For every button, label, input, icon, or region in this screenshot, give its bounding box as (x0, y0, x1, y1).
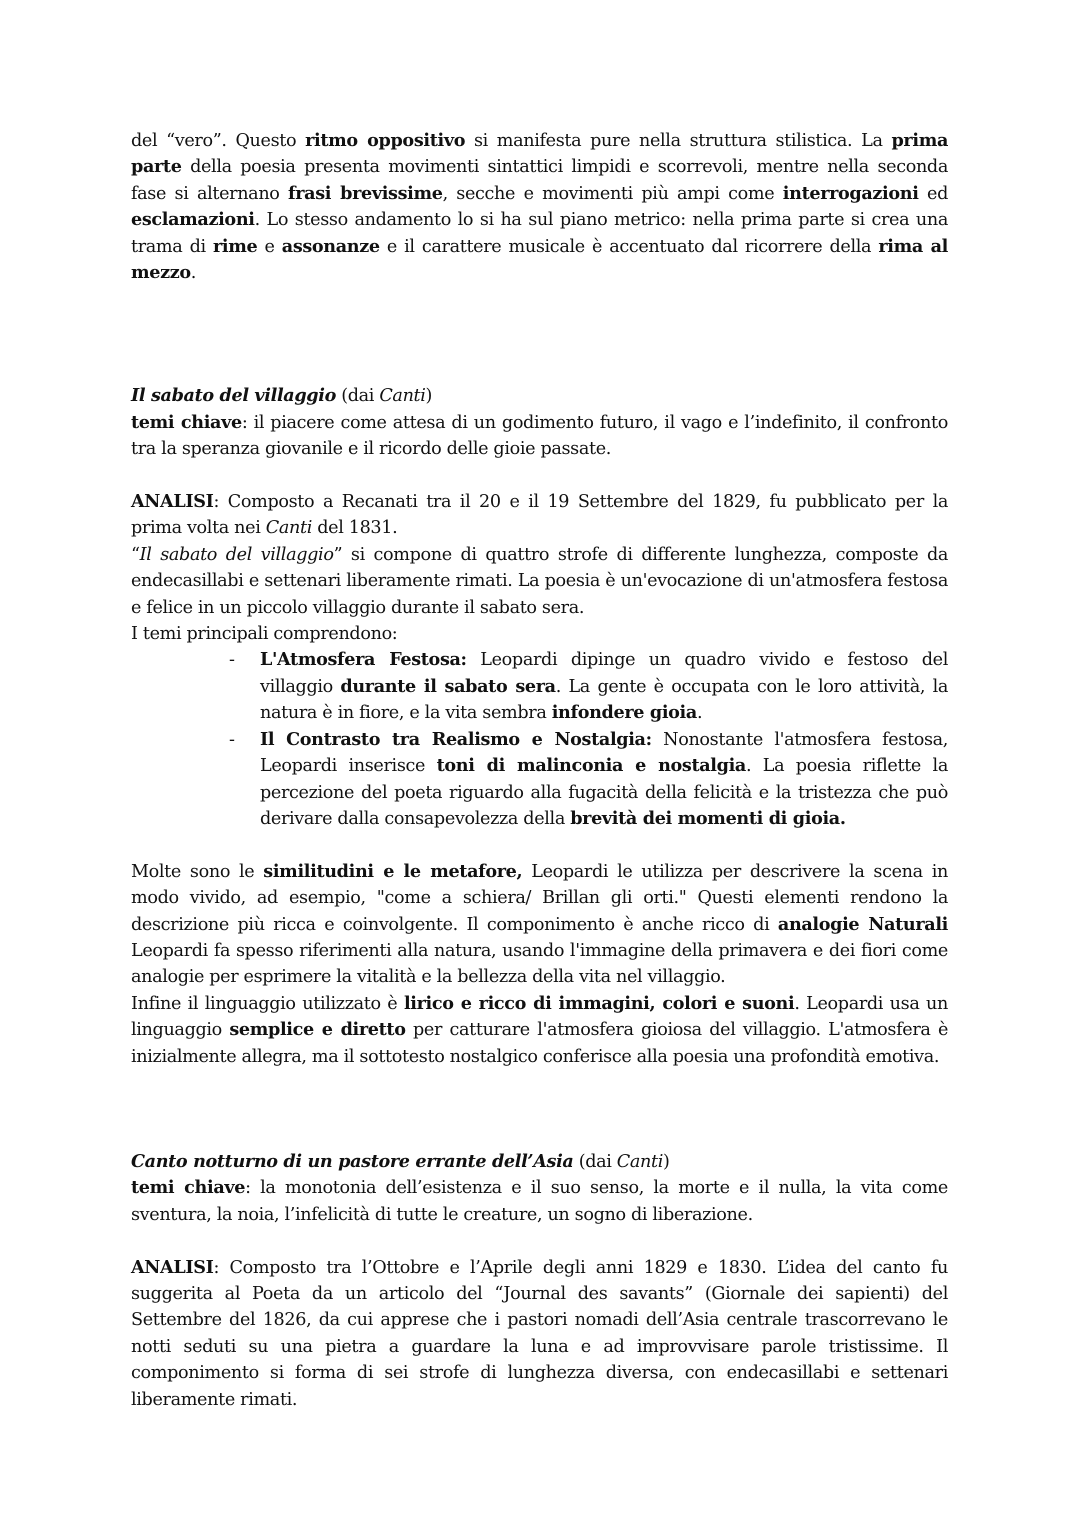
bold-text: lirico e ricco di immagini, colori e suoni (403, 992, 795, 1014)
topic-item (229, 727, 948, 833)
text-run: . Lo stesso andamento lo si ha sul piano metrico: nella prima parte si crea una trama di (131, 210, 948, 257)
source-suffix: ) (425, 386, 433, 407)
quote-mark: “ (131, 544, 140, 565)
bold-text: esclamazioni (131, 209, 255, 231)
bullet-dash-icon: - (229, 729, 235, 750)
quoted-title: Il sabato del villaggio (139, 544, 334, 565)
key-themes-label: temi chiave (131, 411, 242, 433)
text-run: e (257, 236, 282, 257)
text-run: Leopardi fa spesso riferimenti alla natura, usando l'immagine della primavera e dei fiori come analogie per esprimere la vitalità e la bellezza della vita nel villaggio. (131, 940, 948, 988)
bold-text: similitudini e le metafore, (263, 860, 523, 882)
text-run: . La poesia riflette la percezione del poeta riguardo alla fugacità della felicità e la tristezza che può derivare dalla consapevolezza della (260, 756, 948, 829)
text-run: Leopardi dipinge un quadro vivido e festoso del villaggio (260, 650, 948, 697)
text-run: . (190, 263, 197, 284)
source-prefix: (dai (573, 1151, 617, 1172)
analysis-work: Canti (265, 518, 312, 539)
text-run: . (696, 703, 703, 724)
bold-text: infondere gioia (551, 702, 697, 724)
analysis-text: del 1831. (311, 518, 398, 539)
section-heading (131, 383, 948, 409)
analysis-text: : Composto tra l’Ottobre e l’Aprile degli anni 1829 e 1830. L’idea del canto fu suggerita al Poeta da un articolo del “Journal des savants” (Giornale dei sapienti) del Settembre del 1826, da cui apprese che i pastori nomadi dell’Asia centrale trascorrevano le notti seduti su una pietra a guardare la luna e ad improvvisare parole tristissime. Il componimento si forma di sei strofe di lunghezza diversa, con endecasillabi e settenari liberamente rimati. (131, 1257, 948, 1410)
analysis-paragraph (131, 489, 948, 542)
bold-text: interrogazioni (782, 182, 919, 204)
paragraph-spacer (131, 463, 948, 489)
language-paragraph (131, 991, 948, 1070)
paragraph-spacer (131, 832, 948, 858)
bold-text: rime (212, 235, 258, 257)
bold-text: prima parte (131, 130, 949, 178)
text-run: . Leopardi usa un linguaggio (131, 993, 948, 1041)
bold-text: assonanze (281, 235, 380, 257)
section-spacer (131, 365, 948, 383)
key-themes-label: temi chiave (131, 1177, 246, 1199)
structure-paragraph (131, 542, 948, 621)
text-run: Nonostante l'atmosfera festosa, Leopardi inserisce (260, 729, 948, 777)
analysis-paragraph (131, 1255, 948, 1413)
paragraph-spacer (131, 1228, 948, 1254)
topics-intro: I temi principali comprendono: (131, 624, 398, 645)
bold-text: durante il sabato sera (340, 675, 556, 697)
topic-text (260, 730, 948, 829)
bold-text: rima al mezzo (131, 235, 948, 284)
source-work: Canti (379, 386, 426, 407)
text-run: . La gente è occupata con le loro attività, la natura è in fiore, e la vita sembra (260, 676, 948, 724)
key-themes (131, 1175, 948, 1228)
bold-text: brevità dei momenti di gioia. (570, 807, 846, 829)
bold-text: Il Contrasto tra Realismo e Nostalgia: (260, 728, 652, 750)
topics-list (131, 647, 948, 832)
bold-text: ritmo oppositivo (305, 130, 466, 151)
section-heading (131, 1149, 948, 1175)
text-run: e il carattere musicale è accentuato dal ricorrere della (379, 236, 879, 257)
bold-text: semplice e diretto (229, 1019, 406, 1041)
section-spacer (131, 286, 948, 365)
source-prefix: (dai (335, 386, 380, 407)
text-run: si manifesta pure nella struttura stilistica. La (465, 131, 892, 151)
bold-text: L'Atmosfera Festosa: (260, 649, 467, 671)
poem-title: Canto notturno di un pastore errante dell’Asia (131, 1150, 574, 1172)
bold-text: toni di malinconia e nostalgia (436, 755, 746, 777)
structure-text: ” si compone di quattro strofe di differente lunghezza, composte da endecasillabi e settenari liberamente rimati. La poesia è un'evocazione di un'atmosfera festosa e felice in un piccolo villaggio durante il sabato sera. (131, 544, 948, 618)
source-suffix: ) (663, 1151, 670, 1172)
figures-paragraph (131, 859, 948, 991)
section-sabato (131, 383, 948, 1070)
text-run: Leopardi le utilizza per descrivere la scena in modo vivido, ad esempio, "come a schiera/ Brillan gli orti." Questi elementi rendono la descrizione più ricca e coinvolgente. Il componimento è anche ricco di (131, 861, 948, 935)
key-themes-text: : la monotonia dell’esistenza e il suo senso, la morte e il nulla, la vita come sventura, la noia, l’infelicità di tutte le creature, un sogno di liberazione. (131, 1178, 948, 1225)
text-run: Molte sono le (131, 861, 264, 882)
section-canto-notturno (131, 1149, 948, 1413)
topic-text (260, 650, 948, 723)
topic-item (229, 647, 948, 726)
analysis-text: : Composto a Recanati tra il 20 e il 19 Settembre del 1829, fu pubblicato per la prima volta nei (131, 492, 948, 539)
text-run: per catturare l'atmosfera gioiosa del villaggio. L'atmosfera è inizialmente allegra, ma il sottotesto nostalgico conferisce alla poesia una profondità emotiva. (131, 1020, 949, 1067)
analysis-label: ANALISI (131, 491, 214, 513)
analysis-label: ANALISI (131, 1256, 214, 1278)
source-work: Canti (616, 1151, 664, 1172)
text-run: della poesia presenta movimenti sintattici limpidi e scorrevoli, mentre nella seconda fase si alternano (131, 157, 948, 204)
text-run: Infine il linguaggio utilizzato è (131, 993, 404, 1014)
poem-title: Il sabato del villaggio (131, 385, 336, 407)
text-run: del “vero”. Questo (131, 131, 306, 151)
bold-text: frasi brevissime (288, 182, 443, 204)
bullet-dash-icon: - (229, 650, 235, 671)
bold-text: analogie Naturali (777, 913, 948, 935)
text-run: ed (918, 183, 949, 204)
document-page (131, 128, 948, 1413)
intro-paragraph (131, 128, 948, 286)
key-themes (131, 410, 948, 463)
key-themes-text: : il piacere come attesa di un godimento futuro, il vago e l’indefinito, il confronto tra la speranza giovanile e il ricordo delle gioie passate. (131, 412, 948, 460)
section-spacer (131, 1070, 948, 1149)
text-run: , secche e movimenti più ampi come (442, 183, 783, 204)
